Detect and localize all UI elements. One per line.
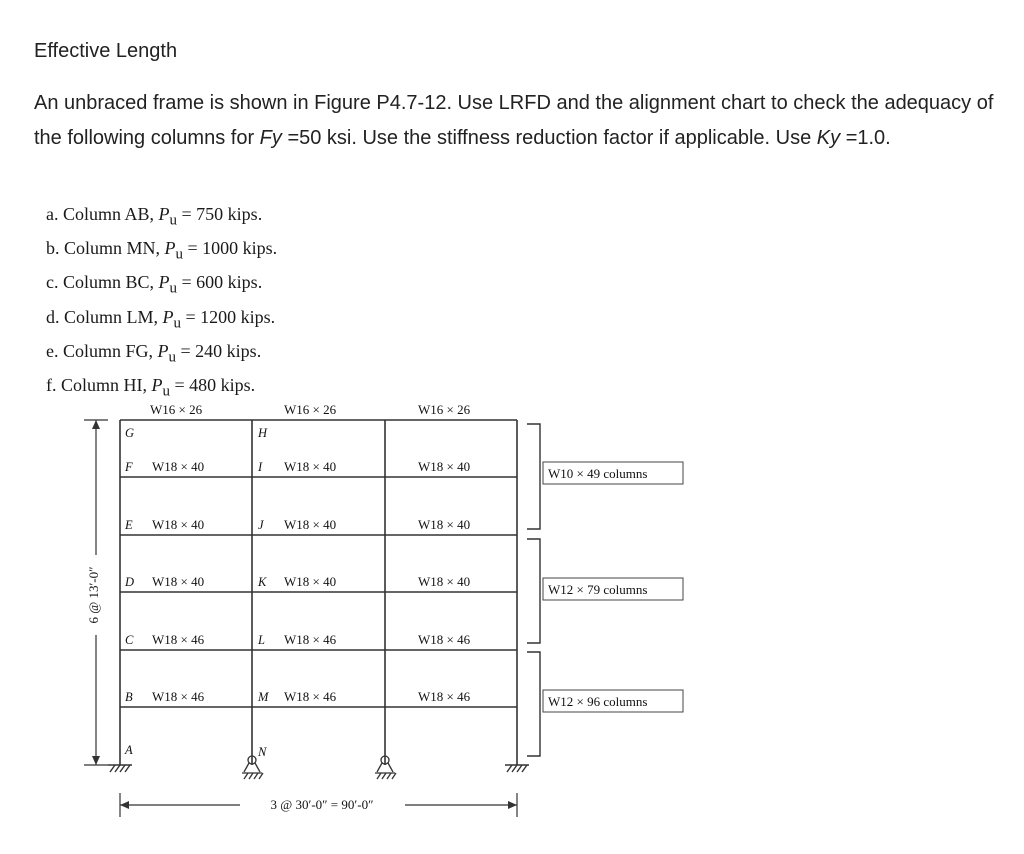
part-pu: P (158, 204, 170, 224)
part-column: Column MN, (64, 238, 165, 259)
width-dim-label: 3 @ 30′-0″ = 90′-0″ (270, 797, 374, 812)
beam-label: W18 × 40 (418, 517, 471, 532)
joint-label: G (125, 426, 135, 440)
beam-label: W18 × 46 (284, 689, 337, 704)
part-letter: a. (46, 204, 59, 224)
part-pu: P (162, 306, 174, 327)
problem-text-1: An unbraced frame is shown in Figure P4.7-12. Use LRFD and the alignment chart to check the adequacy of the following columns for (34, 92, 994, 149)
part-load: = 750 kips. (177, 204, 263, 224)
beam-label: W16 × 26 (284, 402, 337, 417)
part-letter: c. (46, 272, 59, 293)
joint-label: J (258, 518, 264, 532)
bracket-upper (527, 424, 540, 529)
part-column: Column HI, (61, 374, 152, 395)
joint-label: K (258, 575, 267, 589)
part-pu-sub: u (173, 315, 182, 332)
section-heading: Effective Length (34, 40, 178, 62)
problem-text-3: =1.0. (840, 127, 891, 149)
part-load: = 1200 kips. (181, 306, 276, 327)
beam-label: W18 × 46 (152, 689, 205, 704)
part-pu-sub: u (169, 280, 178, 297)
joint-label: H (258, 426, 268, 440)
part-column: Column BC, (63, 272, 159, 293)
column-group-label: W12 × 96 columns (548, 694, 648, 709)
part-column: Column LM, (64, 306, 163, 327)
beam-label: W18 × 46 (152, 632, 205, 647)
part-pu-sub: u (175, 246, 184, 263)
problem-statement (34, 86, 1009, 156)
joint-label: C (125, 633, 134, 647)
column-group-text (548, 466, 647, 709)
part-load: = 600 kips. (177, 272, 263, 293)
bracket-lower (527, 652, 540, 756)
beam-label: W18 × 40 (418, 459, 471, 474)
beam-label: W18 × 40 (418, 574, 471, 589)
part-letter: d. (46, 306, 60, 327)
bracket-middle (527, 539, 540, 643)
joint-label: D (125, 575, 135, 589)
beam-label: W18 × 40 (152, 574, 205, 589)
part-pu-sub: u (162, 383, 171, 400)
beam-label: W18 × 46 (418, 632, 471, 647)
height-dim-label: 6 @ 13′-0″ (86, 566, 101, 624)
part-column: Column AB, (63, 204, 159, 224)
joint-label: F (125, 460, 133, 474)
part-letter: f. (46, 374, 57, 395)
part-letter: e. (46, 340, 59, 361)
beam-labels (150, 402, 471, 704)
part-a (46, 201, 277, 235)
column-group-brackets (527, 424, 540, 756)
part-d (46, 304, 277, 338)
part-pu-sub: u (168, 349, 177, 366)
part-pu: P (164, 238, 176, 259)
beam-label: W18 × 40 (152, 517, 205, 532)
beam-label: W18 × 46 (418, 689, 471, 704)
joint-label: B (125, 690, 133, 704)
part-pu-sub: u (169, 212, 178, 229)
joint-label: I (258, 460, 263, 474)
ky-symbol: Ky (816, 127, 841, 149)
part-pu: P (157, 340, 169, 361)
beam-label: W16 × 26 (150, 402, 203, 417)
part-b (46, 235, 277, 269)
column-group-label: W10 × 49 columns (548, 466, 648, 481)
part-column: Column FG, (63, 340, 158, 361)
beam-label: W18 × 40 (284, 459, 337, 474)
part-load: = 1000 kips. (183, 238, 278, 259)
beam-label: W18 × 40 (152, 459, 205, 474)
fixed-support-left (108, 765, 132, 772)
joint-label: E (125, 518, 133, 532)
beam-label: W18 × 40 (284, 574, 337, 589)
joint-label: N (258, 745, 267, 759)
part-load: = 480 kips. (170, 374, 256, 395)
joint-label: A (125, 743, 133, 757)
joint-label: M (258, 690, 269, 704)
part-e (46, 338, 277, 372)
part-load: = 240 kips. (176, 340, 262, 361)
part-pu: P (158, 272, 170, 293)
beam-label: W18 × 46 (284, 632, 337, 647)
joint-label: L (258, 633, 265, 647)
column-group-label: W12 × 79 columns (548, 582, 648, 597)
beam-label: W16 × 26 (418, 402, 471, 417)
problem-text-2: =50 ksi. Use the stiffness reduction factor if applicable. Use (281, 127, 817, 149)
fixed-support-right (505, 765, 529, 772)
beam-label: W18 × 40 (284, 517, 337, 532)
fy-symbol: Fy (259, 127, 282, 149)
parts-list (46, 201, 277, 406)
part-letter: b. (46, 238, 60, 259)
frame-figure (0, 390, 720, 830)
part-c (46, 269, 277, 303)
part-pu: P (151, 374, 163, 395)
